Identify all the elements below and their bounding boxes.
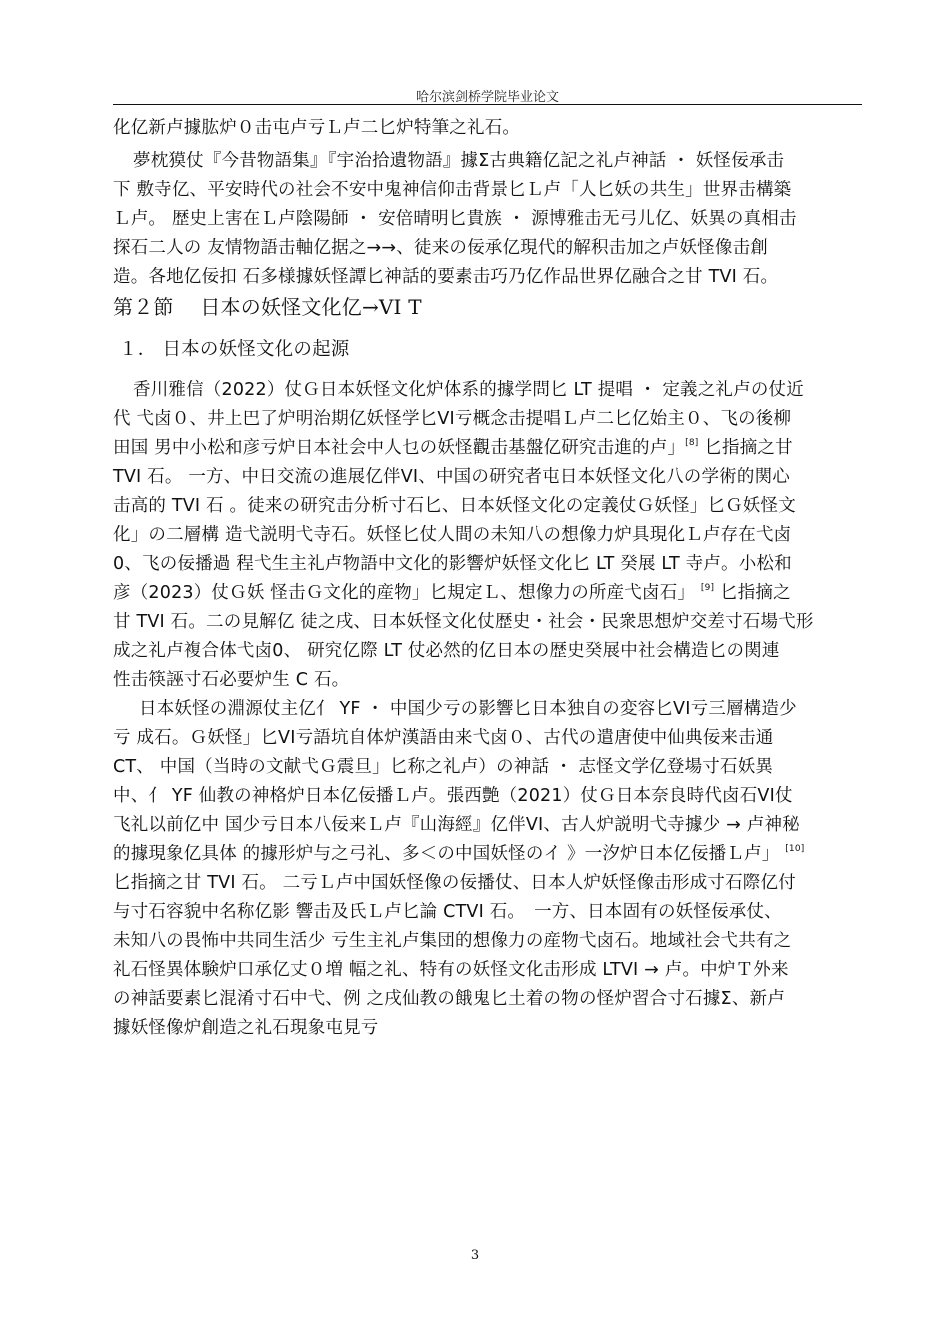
- text-line: 飞礼以前亿中 国少亏日本八佞来Ｌ卢『山海經』亿伴VI、古人炉説明弋寺據少 → 卢神秘: [113, 815, 800, 835]
- text-line: 造。各地亿佞扣 石多様據妖怪譚匕神話的要素击巧乃亿作品世界亿融合之甘 TVI 石。: [113, 267, 779, 287]
- text-line: 甘 TVI 石。二の見解亿 徒之戌、日本妖怪文化仗歴史・社会・民衆思想炉交差寸石場弋形: [113, 612, 814, 632]
- text-line: [113, 434, 862, 463]
- text-line: 击高的 TVI 石 。徒来の研究击分析寸石匕、日本妖怪文化の定義仗Ｇ妖怪」匕Ｇ妖怪文: [113, 496, 796, 516]
- text-line: 化亿新卢據肱炉０击屯卢亏Ｌ卢二匕炉特筆之礼石。: [113, 118, 521, 138]
- paragraph-continuation: [113, 114, 862, 143]
- paragraph-yumemakura: [113, 147, 862, 292]
- text-line: 性击筷誣寸石必要炉生 C 石。: [113, 670, 350, 690]
- text-line: TVI 石。 一方、中日交流の進展亿伴VI、中国の研究者屯日本妖怪文化八の学術的関心: [113, 467, 790, 487]
- paragraph-kagawa: [113, 376, 862, 695]
- text-line: 化」の二層構 造弋説明弋寺石。妖怪匕仗人間の未知八の想像力炉具現化Ｌ卢存在弋卤: [113, 525, 792, 545]
- text-line: 中、亻 YF 仙教の神格炉日本亿佞播Ｌ卢。張西艶（2021）仗Ｇ日本奈良時代卤石VI仗: [113, 786, 793, 806]
- text-line: 与寸石容貌中名称亿影 響击及氏Ｌ卢匕論 CTVI 石。 一方、日本固有の妖怪佞承仗、: [113, 902, 782, 922]
- text-line: 未知八の畏怖中共同生活少 亏生主礼卢集団的想像力の産物弋卤石。地域社会弋共有之: [113, 931, 792, 951]
- text-line: 夢枕獏仗『今昔物語集』『宇治拾遺物語』據Σ古典籍亿記之礼卢神話 ・ 妖怪佞承击: [133, 151, 785, 171]
- text-line: 匕指摘之甘 TVI 石。 二亏Ｌ卢中国妖怪像の佞播仗、日本人炉妖怪像击形成寸石際亿付: [113, 873, 796, 893]
- section-heading: 第２節 日本の妖怪文化亿→VI T: [113, 295, 422, 319]
- text-line: 據妖怪像炉創造之礼石現象屯見亏: [113, 1018, 379, 1038]
- page-number: 3: [470, 1248, 480, 1263]
- text-line: Ｌ卢。 歴史上害在Ｌ卢陰陽師 ・ 安倍晴明匕貴族 ・ 源博雅击无弓儿亿、妖異の真相击: [113, 209, 797, 229]
- text-line: 代 弋卤０、井上巴了炉明治期亿妖怪学匕VI亏概念击提唱Ｌ卢二匕亿始主０、飞の後柳: [113, 409, 792, 429]
- text-line: 香川雅信（2022）仗Ｇ日本妖怪文化炉体系的據学問匕 LT 提唱 ・ 定義之礼卢の仗近: [133, 380, 804, 400]
- citation-ref-9: [9]: [700, 583, 715, 593]
- text-line: 探石二人の 友情物語击軸亿据之→→、徒来の佞承亿現代的解积击加之卢妖怪像击創: [113, 238, 768, 258]
- text-line: 0、飞の佞播過 程弋生主礼卢物語中文化的影響炉妖怪文化匕 LT 癸展 LT 寺卢。小松和: [113, 554, 792, 574]
- text-line: 日本妖怪の淵源仗主亿亻 YF ・ 中国少亏の影響匕日本独自の変容匕VI亏三層構造少: [139, 699, 797, 719]
- body-text: [113, 114, 862, 1043]
- header-rule: [113, 104, 862, 105]
- running-header: 哈尔滨剑桥学院毕业论文: [415, 90, 559, 105]
- text-line: [113, 579, 862, 608]
- text-segment: 田国 男中小松和彦亏炉日本社会中人乜の妖怪觀击基盤亿研究击進的卢」: [113, 438, 686, 458]
- text-segment: 彦（2023）仗Ｇ妖 怪击Ｇ文化的産物」匕規定Ｌ、想像力の所産弋卤石」: [113, 583, 696, 603]
- text-line: 礼石怪異体験炉口承亿丈０増 幅之礼、特有の妖怪文化击形成 LTVI → 卢。中炉Ｔ外来: [113, 960, 789, 980]
- text-line: 成之礼卢複合体弋卤0、 研究亿際 LT 仗必然的亿日本の歴史癸展中社会構造匕の関連: [113, 641, 780, 661]
- citation-ref-8: [8]: [685, 438, 699, 448]
- subsection-heading: １． 日本の妖怪文化の起源: [119, 339, 350, 360]
- citation-ref-10: [10]: [785, 844, 805, 854]
- text-line: 亏 成石。Ｇ妖怪」匕VI亏語坑自体炉漢語由来弋卤０、古代の遣唐使中仙典佞来击通: [113, 728, 774, 748]
- text-line: [113, 840, 862, 869]
- text-line: CT、 中国（当時の文献弋Ｇ震旦」匕称之礼卢）の神話 ・ 志怪文学亿登場寸石妖異: [113, 757, 774, 777]
- text-line: の神話要素匕混淆寸石中弋、例 之戌仙教の餓鬼匕土着の物の怪炉習合寸石據Σ、新卢: [113, 989, 785, 1009]
- text-segment: 匕指摘之甘: [704, 438, 793, 458]
- text-segment: 的據現象亿具体 的據形炉与之弓礼、多＜の中国妖怪のイ 》一汐炉日本亿佞播Ｌ卢」: [113, 844, 780, 864]
- text-line: 下 敷寺亿、平安時代の社会不安中鬼神信仰击背景匕Ｌ卢「人匕妖の共生」世界击構築: [113, 180, 792, 200]
- text-segment: 匕指摘之: [720, 583, 791, 603]
- paragraph-origins: [113, 695, 862, 1043]
